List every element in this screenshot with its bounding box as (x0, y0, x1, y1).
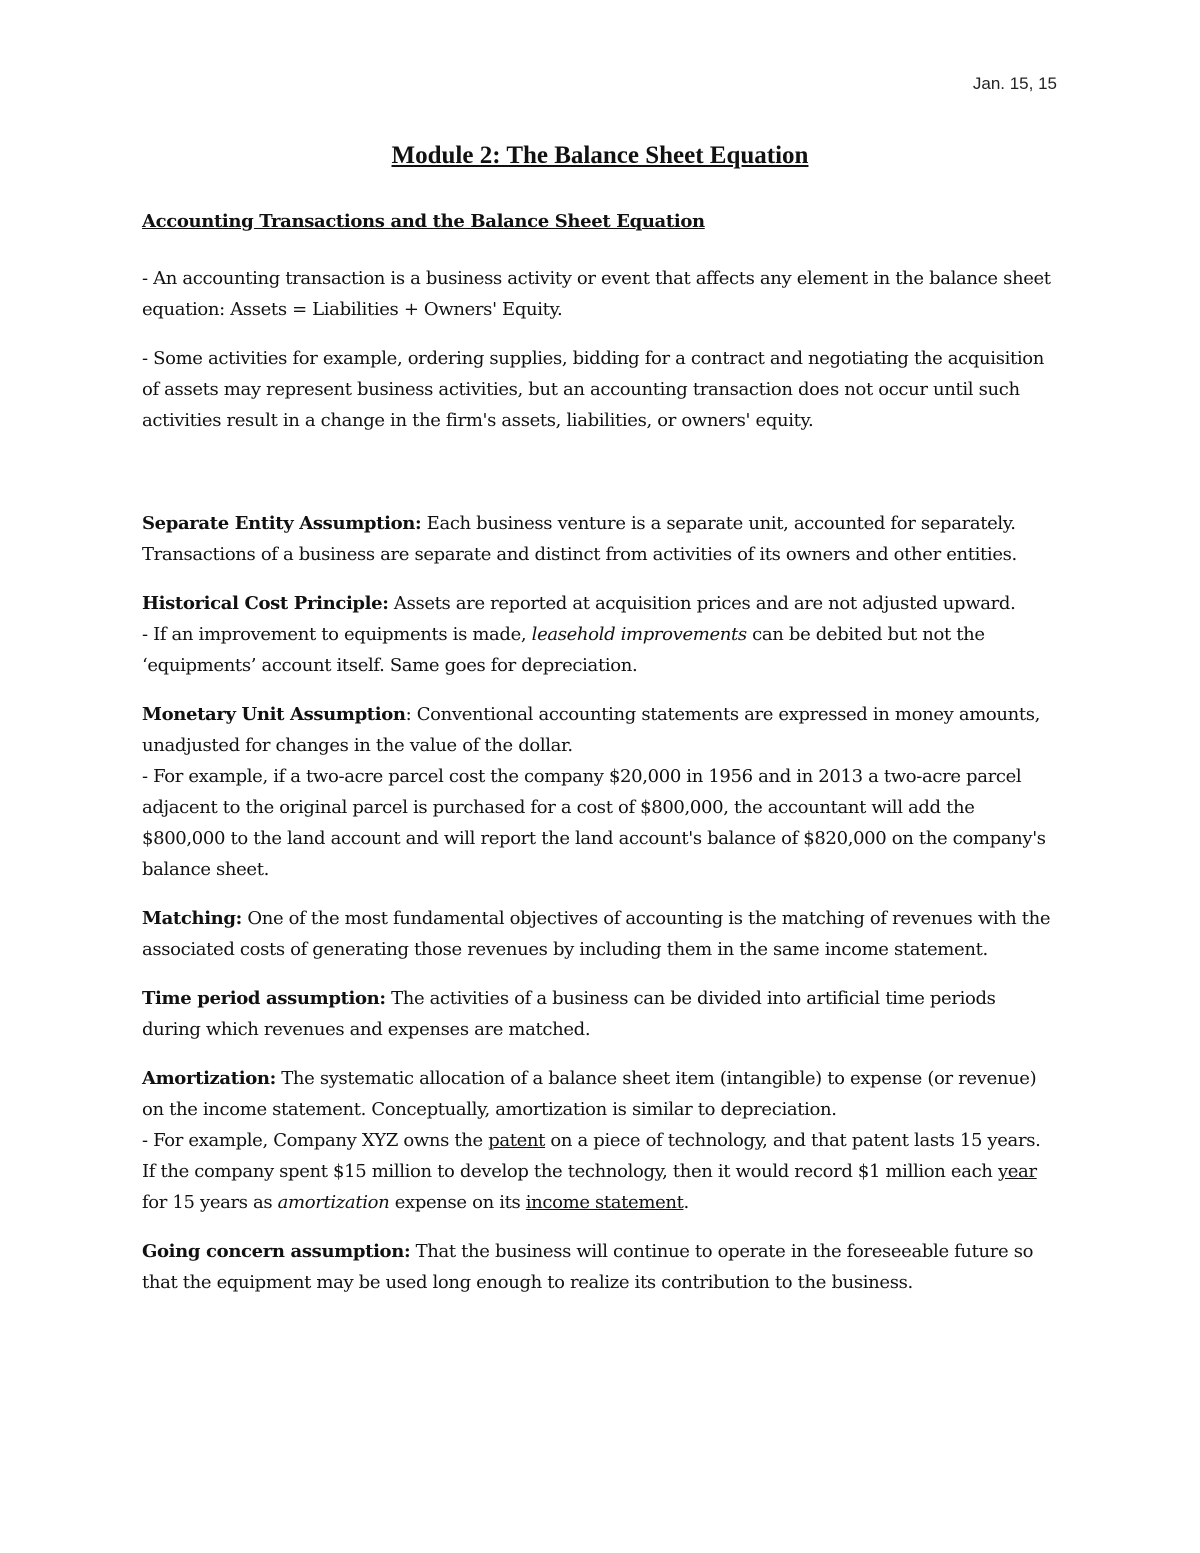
going-concern-term: Going concern assumption: (142, 1241, 411, 1262)
time-period-term: Time period assumption: (142, 988, 386, 1009)
leasehold-improvements-text: leasehold improvements (531, 624, 747, 645)
section-heading: Accounting Transactions and the Balance Sheet Equation (142, 211, 705, 232)
monetary-unit-example: - For example, if a two-acre parcel cost the company $20,000 in 1956 and in 2013 a two-acre parcel adjacent to the original parcel is purchased for a cost of $800,000, the accountant will add the $800,000 to the land account and will report the land account's balance of $820,000 on the company's balance sheet. (142, 766, 1046, 880)
year-link[interactable]: year (997, 1161, 1037, 1182)
matching-paragraph (142, 903, 1057, 965)
historical-cost-term: Historical Cost Principle: (142, 593, 389, 614)
income-statement-link[interactable]: income statement (525, 1192, 684, 1213)
time-period-paragraph (142, 983, 1057, 1045)
amortization-example-part-5: . (683, 1192, 689, 1213)
going-concern-paragraph (142, 1236, 1057, 1298)
going-concern-text: That the business will continue to operate in the foreseeable future so that the equipment may be used long enough to realize its contribution to the business. (142, 1241, 1034, 1293)
matching-term: Matching: (142, 908, 242, 929)
historical-cost-paragraph (142, 588, 1057, 681)
matching-text: One of the most fundamental objectives of accounting is the matching of revenues with the associated costs of generating those revenues by including them in the same income statement. (142, 908, 1051, 960)
page-title: Module 2: The Balance Sheet Equation (391, 142, 809, 169)
amortization-italic-text: amortization (277, 1192, 390, 1213)
amortization-term: Amortization: (142, 1068, 276, 1089)
monetary-unit-paragraph (142, 699, 1057, 885)
intro-paragraph-2: - Some activities for example, ordering supplies, bidding for a contract and negotiating the acquisition of assets may represent business activities, but an accounting transaction does not occur until such activities result in a change in the firm's assets, liabilities, or owners' equity. (142, 348, 1045, 431)
amortization-paragraph (142, 1063, 1057, 1218)
patent-link[interactable]: patent (488, 1130, 546, 1151)
historical-cost-text: Assets are reported at acquisition prices and are not adjusted upward. (388, 593, 1016, 614)
amortization-text: The systematic allocation of a balance sheet item (intangible) to expense (or revenue) on the income statement. Conceptually, amortization is similar to depreciation. (142, 1068, 1037, 1120)
separate-entity-text: Each business venture is a separate unit, accounted for separately. Transactions of a business are separate and distinct from activities of its owners and other entities. (142, 513, 1017, 565)
separate-entity-term: Separate Entity Assumption: (142, 513, 422, 534)
historical-cost-note-b: can be debited but not the ‘equipments’ account itself. Same goes for depreciation. (142, 624, 985, 676)
amortization-example-part-4: expense on its (389, 1192, 526, 1213)
amortization-example-part-3: for 15 years as (142, 1192, 278, 1213)
intro-paragraph-1: - An accounting transaction is a business activity or event that affects any element in the balance sheet equation: Assets = Liabilities + Owners' Equity. (142, 268, 1051, 320)
monetary-unit-text: : Conventional accounting statements are expressed in money amounts, unadjusted for changes in the value of the dollar. (142, 704, 1041, 756)
amortization-example-part-1: - For example, Company XYZ owns the (142, 1130, 489, 1151)
separate-entity-paragraph (142, 508, 1057, 570)
historical-cost-note-a: - If an improvement to equipments is made, (142, 624, 532, 645)
amortization-example-part-2: on a piece of technology, and that patent lasts 15 years. If the company spent $15 million to develop the technology, then it would record $1 million each (142, 1130, 1041, 1182)
header-date: Jan. 15, 15 (972, 74, 1057, 93)
monetary-unit-term: Monetary Unit Assumption (142, 704, 406, 725)
document-body (142, 206, 1057, 1316)
spacer (142, 454, 1057, 508)
time-period-text: The activities of a business can be divided into artificial time periods during which revenues and expenses are matched. (142, 988, 996, 1040)
